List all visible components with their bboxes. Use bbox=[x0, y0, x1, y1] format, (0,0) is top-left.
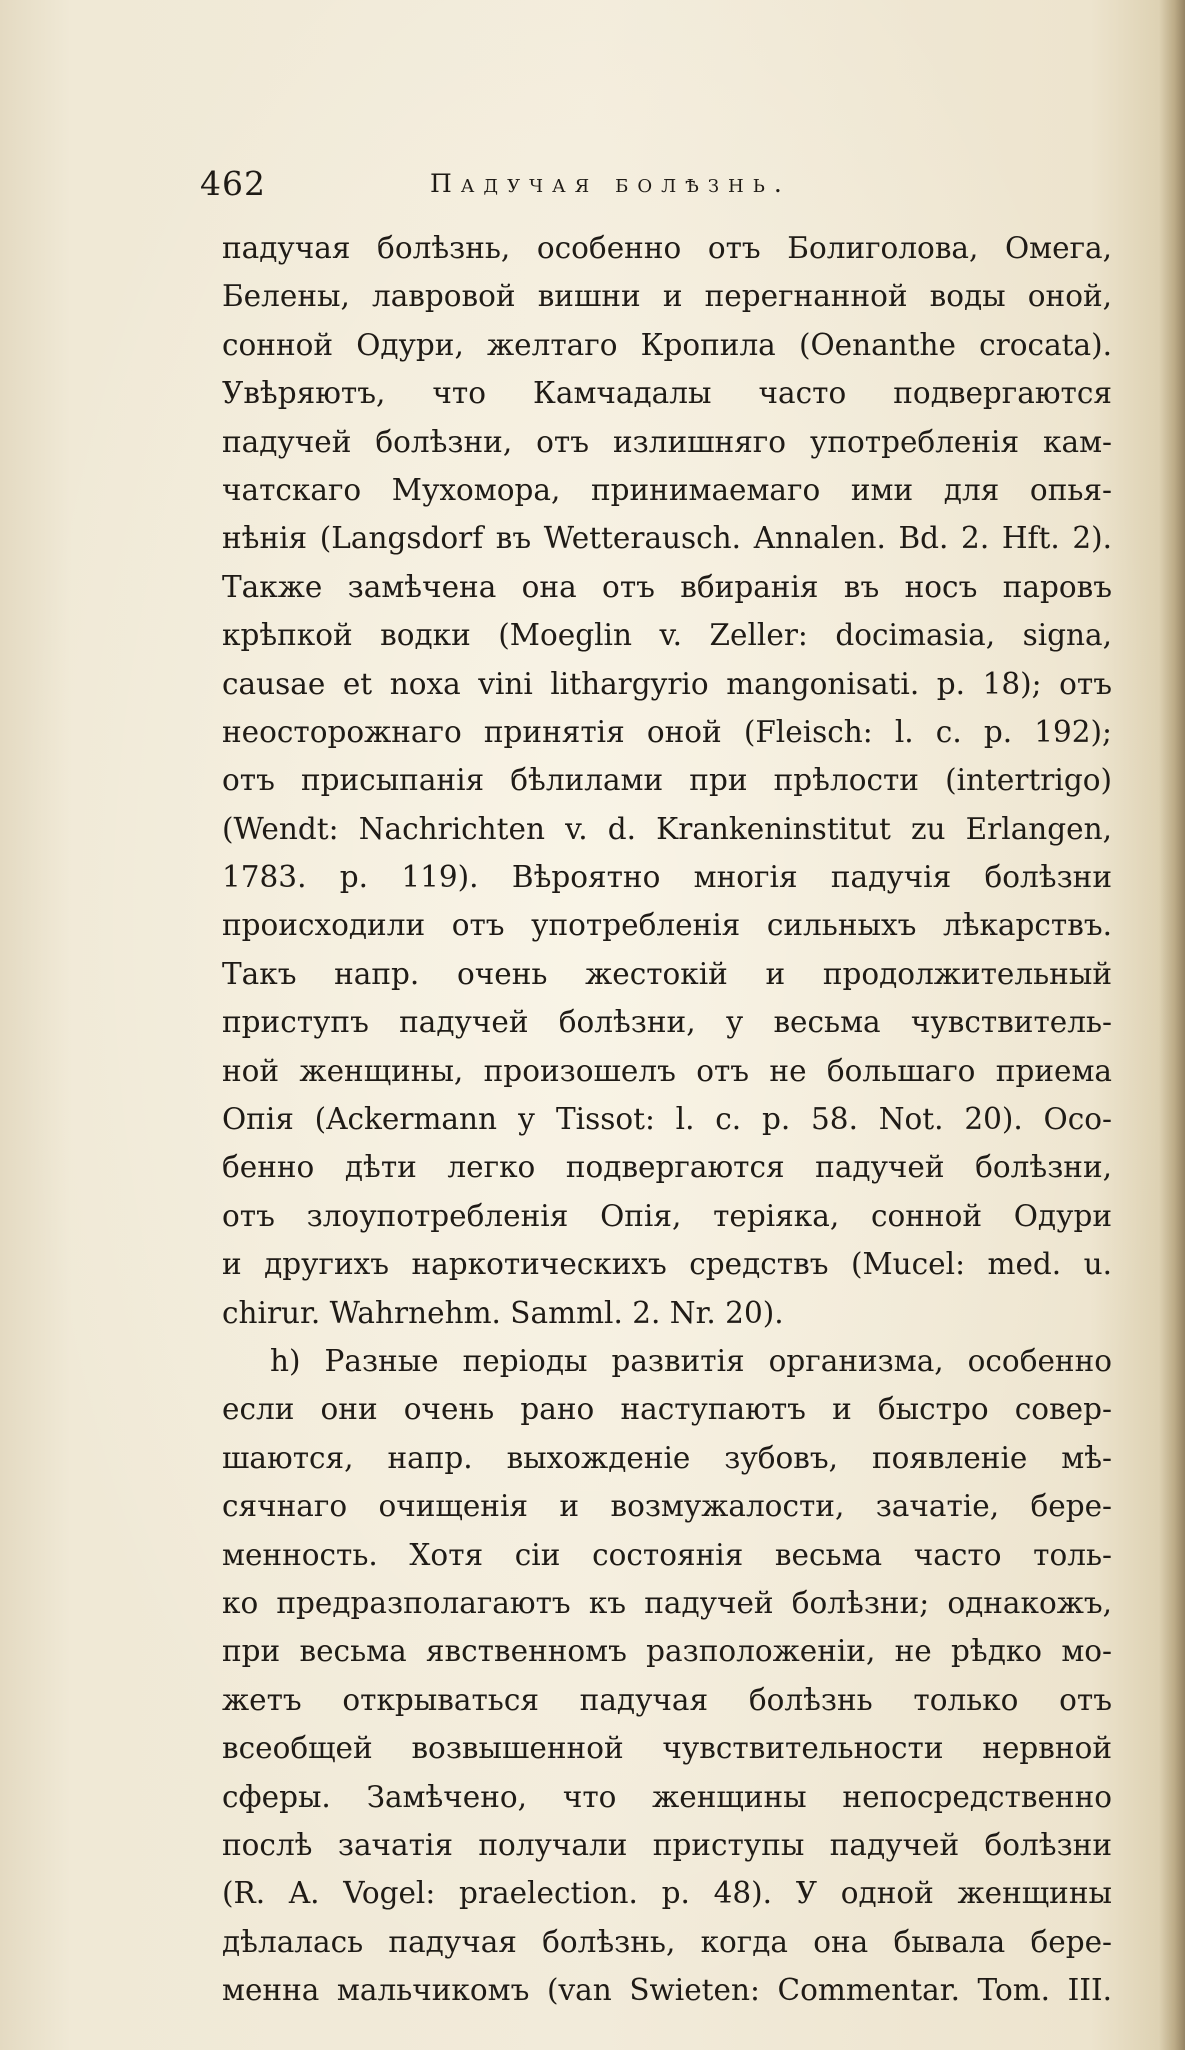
running-head-title: Падучая болѣзнь. bbox=[430, 169, 791, 198]
text-line: нѣнія (Langsdorf въ Wetterausch. Annalen. Bd. 2. Hft. 2). bbox=[222, 521, 1112, 556]
text-line: chirur. Wahrnehm. Samml. 2. Nr. 20). bbox=[222, 1295, 784, 1330]
running-head bbox=[200, 160, 1090, 208]
text-line: causae et noxa vini lithargyrio mangonisati. p. 18); отъ bbox=[222, 666, 1112, 701]
text-line: Опія (Ackermann у Tissot: l. c. p. 58. Not. 20). Осо- bbox=[222, 1102, 1112, 1137]
text-line: (Wendt: Nachrichten v. d. Krankeninstitut zu Erlangen, bbox=[222, 811, 1112, 846]
text-line: (R. A. Vogel: praelection. p. 48). У одной женщины bbox=[222, 1876, 1112, 1911]
text-line: дѣлалась падучая болѣзнь, когда она бывала бере- bbox=[222, 1924, 1112, 1959]
text-line: сячнаго очищенія и возмужалости, зачатіе, бере- bbox=[222, 1489, 1112, 1524]
text-line: ной женщины, произошелъ отъ не большаго приема bbox=[222, 1053, 1112, 1088]
text-line: падучая болѣзнь, особенно отъ Болиголова, Омега, bbox=[222, 231, 1112, 265]
text-line: чатскаго Мухомора, принимаемаго ими для опья- bbox=[222, 472, 1112, 507]
text-line: менна мальчикомъ (van Swieten: Commentar. Tom. III. bbox=[222, 1973, 1112, 2008]
page-binding-shadow bbox=[1159, 0, 1185, 2050]
text-line: h) Разные періоды развитія организма, особенно bbox=[270, 1343, 1112, 1378]
text-line: 1783. p. 119). Вѣроятно многія падучія болѣзни bbox=[222, 860, 1112, 895]
text-line: крѣпкой водки (Moeglin v. Zeller: docimasia, signa, bbox=[222, 618, 1112, 653]
page-number: 462 bbox=[200, 164, 266, 203]
text-line: Такъ напр. очень жестокій и продолжительный bbox=[222, 956, 1112, 991]
text-line: происходили отъ употребленія сильныхъ лѣкарствъ. bbox=[222, 908, 1112, 943]
text-line: и другихъ наркотическихъ средствъ (Mucel: med. u. bbox=[222, 1247, 1112, 1282]
body-text bbox=[222, 224, 1112, 2014]
text-line: менность. Хотя сіи состоянія весьма часто толь- bbox=[222, 1537, 1112, 1572]
text-line: неосторожнаго принятія оной (Fleisch: l. c. p. 192); bbox=[222, 714, 1112, 749]
text-line: шаются, напр. выхожденіе зубовъ, появленіе мѣ- bbox=[222, 1440, 1112, 1475]
text-line: всеобщей возвышенной чувствительности нервной bbox=[222, 1731, 1112, 1766]
text-line: жетъ открываться падучая болѣзнь только отъ bbox=[222, 1682, 1112, 1717]
text-line: Белены, лавровой вишни и перегнанной воды оной, bbox=[222, 279, 1112, 314]
text-line: приступъ падучей болѣзни, у весьма чувствитель- bbox=[222, 1005, 1112, 1040]
text-line: если они очень рано наступаютъ и быстро совер- bbox=[222, 1392, 1112, 1427]
text-line: Также замѣчена она отъ вбиранія въ носъ паровъ bbox=[222, 569, 1112, 604]
text-line: при весьма явственномъ разположеніи, не рѣдко мо- bbox=[222, 1634, 1112, 1669]
text-line: послѣ зачатія получали приступы падучей болѣзни bbox=[222, 1827, 1112, 1862]
text-line: падучей болѣзни, отъ излишняго употребленія кам- bbox=[222, 424, 1112, 459]
text-line: ко предразполагаютъ къ падучей болѣзни; однакожъ, bbox=[222, 1585, 1112, 1620]
text-line: отъ присыпанія бѣлилами при прѣлости (intertrigo) bbox=[222, 763, 1112, 798]
text-line: бенно дѣти легко подвергаются падучей болѣзни, bbox=[222, 1150, 1112, 1185]
text-line: сферы. Замѣчено, что женщины непосредственно bbox=[222, 1779, 1112, 1814]
text-line: Увѣряютъ, что Камчадалы часто подвергаются bbox=[222, 376, 1112, 411]
text-line: отъ злоупотребленія Опія, теріяка, сонной Одури bbox=[222, 1198, 1112, 1233]
text-line: сонной Одури, желтаго Кропила (Oenanthe crocata). bbox=[222, 327, 1112, 362]
